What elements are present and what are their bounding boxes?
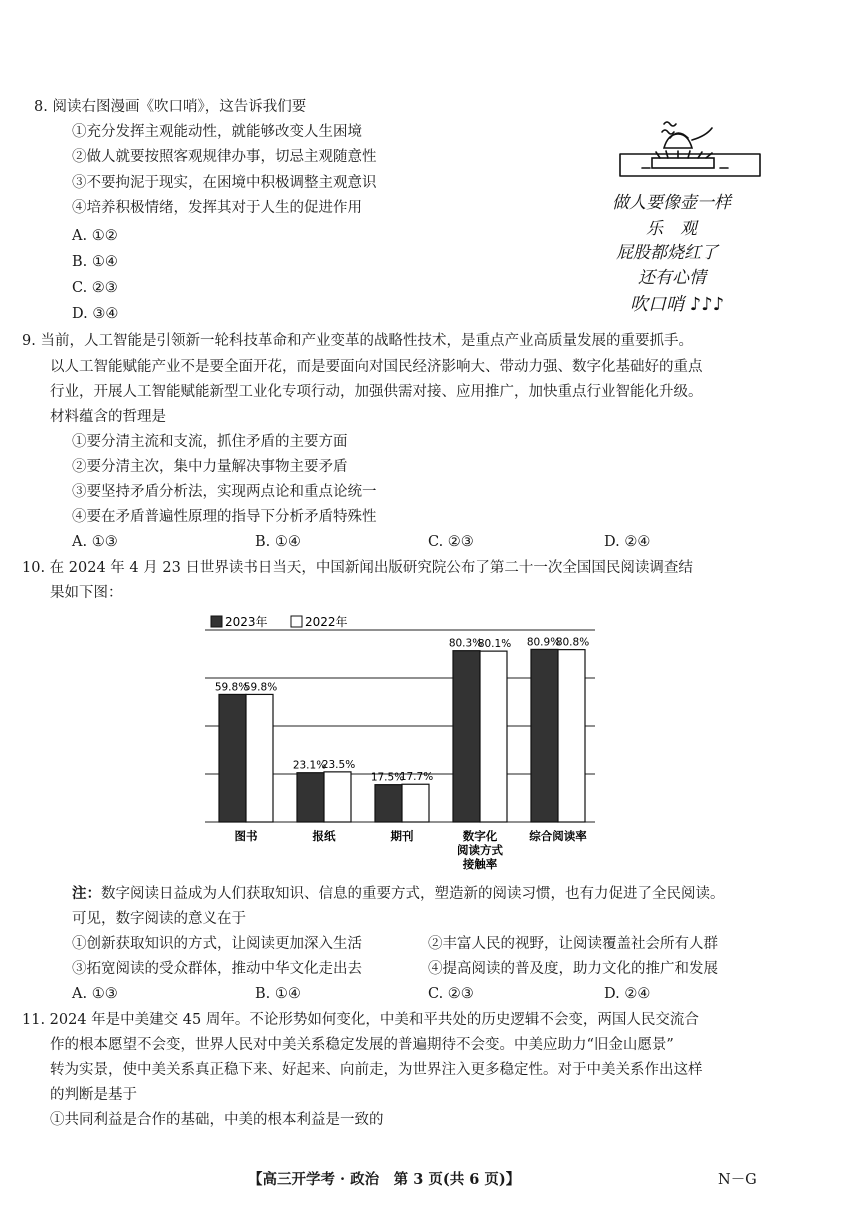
q9-item-2: ②要分清主次，集中力量解决事物主要矛盾	[72, 459, 348, 475]
kettle-on-stove-icon	[612, 118, 772, 184]
q9-stem-line-2: 以人工智能赋能产业不是要全面开花，而是要面向对国民经济影响大、带动力强、数字化基础好的重点	[50, 359, 703, 375]
bar-2022	[246, 694, 273, 822]
legend-swatch-2023	[211, 616, 222, 627]
q10-item-1: ①创新获取知识的方式，让阅读更加深入生活	[72, 936, 362, 952]
cartoon-whistling-kettle	[612, 118, 772, 318]
q9-stem-line-1: 9. 当前，人工智能是引领新一轮科技革命和产业变革的战略性技术，是重点产业高质量发展的重要抓手。	[22, 333, 693, 349]
q8-option-a: A. ①②	[72, 228, 118, 244]
legend-label-2023: 2023年	[225, 615, 268, 629]
data-label: 59.8%	[243, 681, 278, 694]
q10-stem-line-1: 10. 在 2024 年 4 月 23 日世界读书日当天，中国新闻出版研究院公布了第二十一次全国国民阅读调查结	[22, 560, 693, 576]
data-label: 80.8%	[555, 636, 590, 649]
bar-2023	[297, 773, 324, 822]
q10-note-text: 数字阅读日益成为人们获取知识、信息的重要方式，塑造新的阅读习惯，也有力促进了全民阅读。	[101, 886, 725, 902]
data-label: 80.9%	[526, 636, 561, 649]
x-tick-label: 阅读方式	[457, 843, 503, 857]
chart-x-axis-labels	[235, 829, 588, 871]
q10-stem-line-2: 果如下图：	[50, 585, 123, 601]
data-label: 17.5%	[370, 771, 405, 784]
q8-item-4: ④培养积极情绪，发挥其对于人生的促进作用	[72, 200, 362, 216]
q8-item-1: ①充分发挥主观能动性，就能够改变人生困境	[72, 124, 362, 140]
q8-option-b: B. ①④	[72, 254, 118, 270]
x-tick-label: 期刊	[390, 829, 414, 843]
q10-option-a: A. ①③	[72, 986, 118, 1002]
q11-stem-line-1: 11. 2024 年是中美建交 45 周年。不论形势如何变化，中美和平共处的历史逻辑不会变，两国人民交流合	[22, 1012, 699, 1028]
paper-code: N－G	[718, 1172, 757, 1188]
q10-item-4: ④提高阅读的普及度，助力文化的推广和发展	[428, 961, 718, 977]
bar-2022	[480, 651, 507, 822]
cartoon-line-1: 做人要像壶一样	[612, 193, 731, 213]
music-notes-icon: ♪♪♪	[689, 294, 725, 315]
q9-stem-line-3: 行业，开展人工智能赋能新型工业化专项行动，加强供需对接、应用推广，加快重点行业智能化升级。	[50, 384, 703, 400]
q10-item-2: ②丰富人民的视野，让阅读覆盖社会所有人群	[428, 936, 718, 952]
legend-label-2022: 2022年	[305, 615, 348, 629]
data-label: 17.7%	[399, 771, 434, 784]
data-label: 23.1%	[292, 759, 327, 772]
data-label: 80.3%	[448, 637, 483, 650]
q9-stem-line-4: 材料蕴含的哲理是	[50, 409, 166, 425]
q10-option-d: D. ②④	[604, 986, 651, 1002]
bar-2023	[219, 694, 246, 822]
bar-2022	[324, 772, 351, 822]
q8-option-c: C. ②③	[72, 280, 118, 296]
reading-survey-bar-chart	[205, 606, 605, 878]
x-tick-label: 接触率	[462, 857, 498, 871]
cartoon-line-2: 乐 观	[646, 219, 697, 239]
q9-item-3: ③要坚持矛盾分析法，实现两点论和重点论统一	[72, 484, 377, 500]
x-tick-label: 报纸	[312, 829, 336, 843]
q9-item-4: ④要在矛盾普遍性原理的指导下分析矛盾特殊性	[72, 509, 377, 525]
cartoon-line-4: 还有心情	[638, 268, 706, 288]
q8-item-3: ③不要拘泥于现实，在困境中积极调整主观意识	[72, 175, 377, 191]
bar-2022	[558, 650, 585, 822]
bar-2023	[453, 651, 480, 822]
q10-option-c: C. ②③	[428, 986, 474, 1002]
chart-legend	[211, 614, 348, 629]
q8-stem: 8. 阅读右图漫画《吹口哨》，这告诉我们要	[34, 99, 307, 115]
q11-stem-line-3: 转为实景，使中美关系真正稳下来、好起来、向前走，为世界注入更多稳定性。对于中美关系作出这样	[50, 1062, 703, 1078]
q9-option-c: C. ②③	[428, 534, 474, 550]
q10-item-3: ③拓宽阅读的受众群体，推动中华文化走出去	[72, 961, 362, 977]
bar-2023	[531, 649, 558, 822]
x-tick-label: 数字化	[462, 829, 498, 843]
q11-item-1: ①共同利益是合作的基础，中美的根本利益是一致的	[50, 1112, 384, 1128]
bar-2023	[375, 785, 402, 822]
q10-note-label: 注：	[72, 885, 101, 902]
page-footer: 【高三开学考 · 政治 第 3 页(共 6 页)】	[248, 1171, 521, 1188]
q9-option-b: B. ①④	[255, 534, 301, 550]
data-label: 23.5%	[321, 758, 356, 771]
q10-note	[72, 884, 725, 904]
q9-item-1: ①要分清主流和支流，抓住矛盾的主要方面	[72, 434, 348, 450]
cartoon-whistle-text: 吹口哨	[630, 294, 684, 315]
q10-question: 可见，数字阅读的意义在于	[72, 911, 246, 927]
data-label: 80.1%	[477, 638, 512, 651]
cartoon-line-3: 屁股都烧红了	[616, 243, 718, 263]
cartoon-line-5	[630, 290, 724, 316]
q9-option-a: A. ①③	[72, 534, 118, 550]
q10-option-b: B. ①④	[255, 986, 301, 1002]
chart-plot-area	[205, 630, 595, 822]
q8-item-2: ②做人就要按照客观规律办事，切忌主观随意性	[72, 149, 377, 165]
q11-stem-line-4: 的判断是基于	[50, 1087, 137, 1103]
q8-option-d: D. ③④	[72, 306, 119, 322]
bar-2022	[402, 784, 429, 822]
x-tick-label: 图书	[234, 829, 258, 843]
x-tick-label: 综合阅读率	[529, 829, 587, 843]
q11-stem-line-2: 作的根本愿望不会变，世界人民对中美关系稳定发展的普遍期待不会变。中美应助力“旧金山愿景”	[50, 1037, 674, 1053]
legend-swatch-2022	[291, 616, 302, 627]
q9-option-d: D. ②④	[604, 534, 651, 550]
data-label: 59.8%	[214, 681, 249, 694]
